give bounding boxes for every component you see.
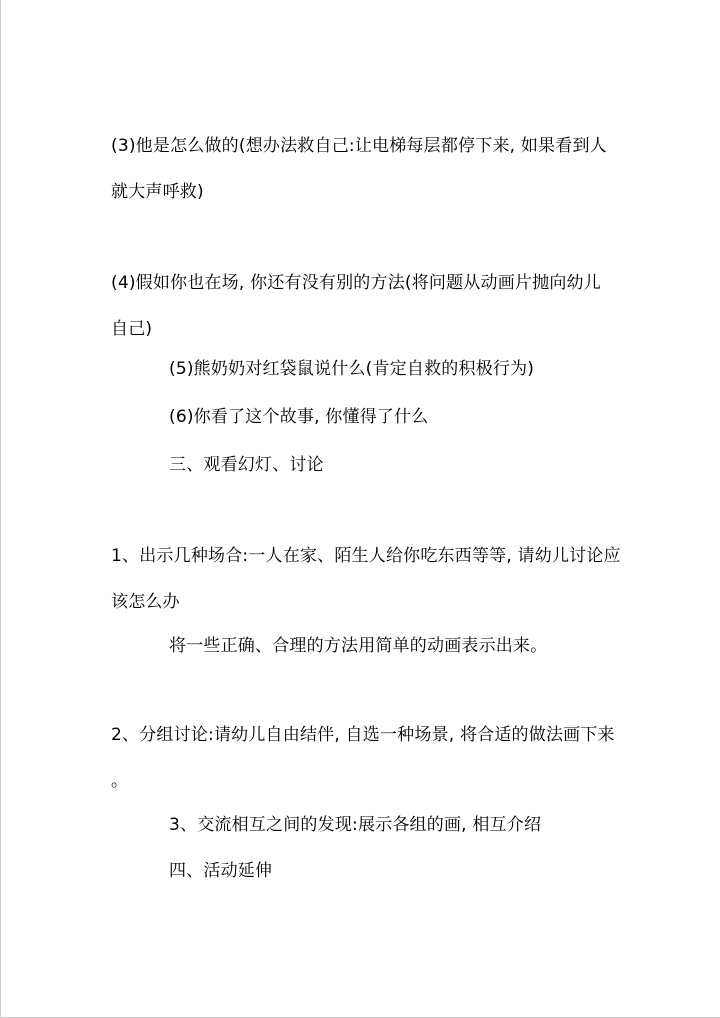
text-line-item-2: 2、分组讨论:请幼儿自由结伴, 自选一种场景, 将合适的做法画下来 [111,725,615,745]
text-line-item-1: 1、出示几种场合:一人在家、陌生人给你吃东西等等, 请幼儿讨论应 [111,546,621,566]
text-line-question-4: (4)假如你也在场, 你还有没有别的方法(将问题从动画片抛向幼儿 [111,273,601,293]
section-heading-3: 三、观看幻灯、讨论 [169,455,324,475]
text-line-question-3: (3)他是怎么做的(想办法救自己:让电梯每层都停下来, 如果看到人 [111,136,607,156]
text-line-question-3-cont: 就大声呼救) [111,182,204,202]
text-line-question-5: (5)熊奶奶对红袋鼠说什么(肯定自救的积极行为) [169,359,535,379]
text-line-item-1-note: 将一些正确、合理的方法用简单的动画表示出来。 [169,636,548,656]
text-line-question-4-cont: 自己) [111,319,153,339]
text-line-item-1-cont: 该怎么办 [111,592,180,612]
section-heading-4: 四、活动延伸 [169,861,273,881]
text-line-item-2-cont: 。 [111,771,129,791]
text-line-item-3: 3、交流相互之间的发现:展示各组的画, 相互介绍 [169,815,542,835]
text-line-question-6: (6)你看了这个故事, 你懂得了什么 [169,407,429,427]
